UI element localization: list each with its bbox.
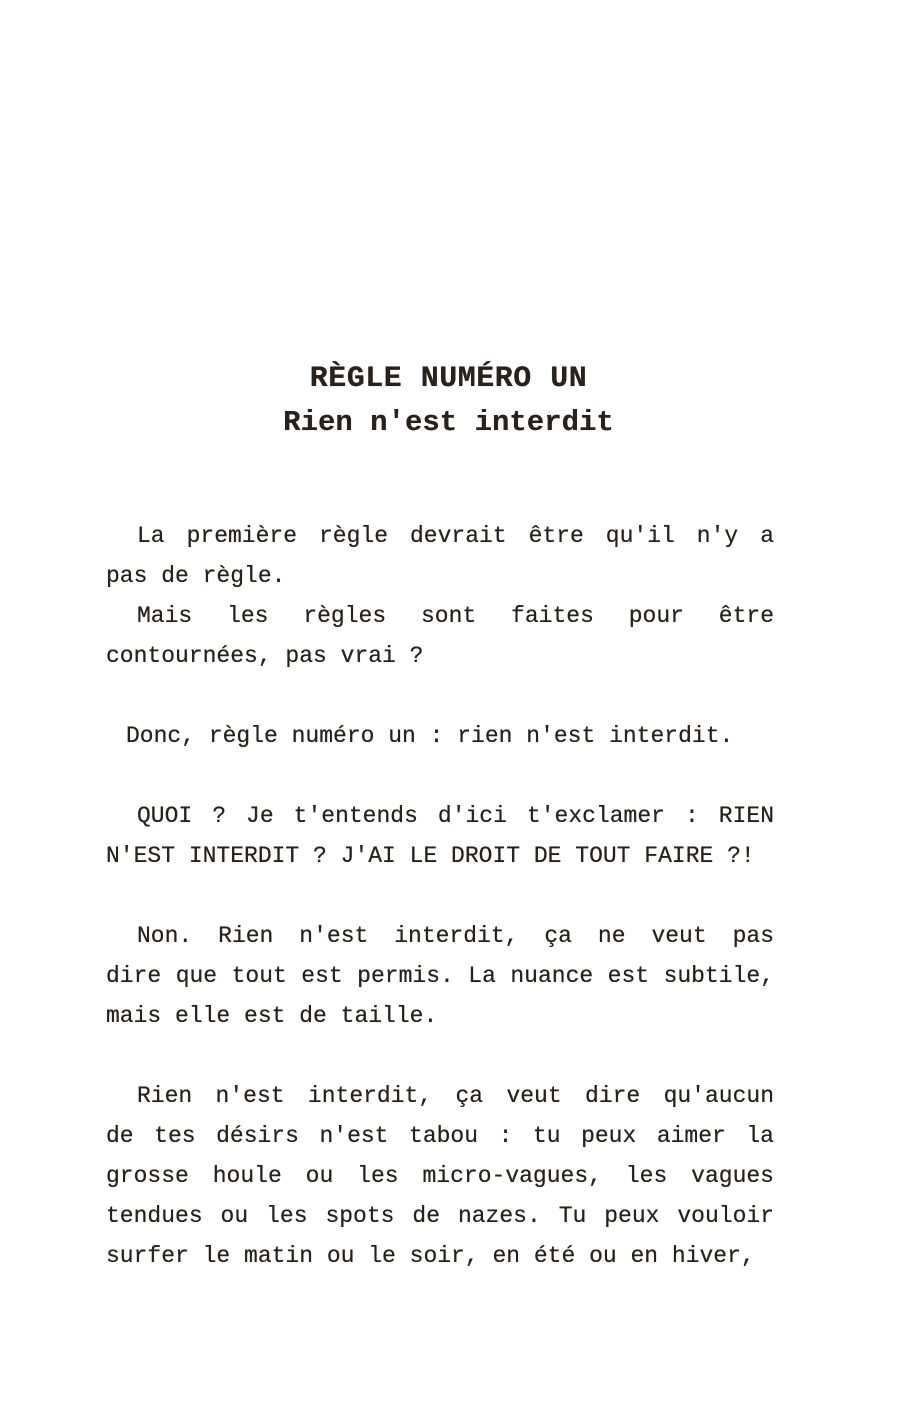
chapter-subtitle: Rien n'est interdit [283,406,614,439]
paragraph [106,796,774,876]
paragraph [106,716,774,756]
paragraph [106,516,774,596]
paragraph [106,1076,774,1276]
text-line: tendues ou les spots de nazes. Tu peux vouloir [106,1203,774,1229]
chapter-title: RÈGLE NUMÉRO UN [309,362,588,396]
paragraph [106,596,774,676]
text-line: Donc, règle numéro un : rien n'est interdit. [126,723,734,749]
text-line: Mais les règles sont faites pour être [137,603,774,629]
text-line: dire que tout est permis. La nuance est subtile, [106,963,774,989]
text-line: mais elle est de taille. [106,1003,438,1029]
text-line: N'EST INTERDIT ? J'AI LE DROIT DE TOUT FAIRE ?! [106,843,755,869]
text-line: contournées, pas vrai ? [106,643,424,669]
text-line: surfer le matin ou le soir, en été ou en hiver, [106,1243,755,1269]
body-text [106,516,774,1276]
text-line: pas de règle. [106,563,286,589]
text-line: de tes désirs n'est tabou : tu peux aimer la [106,1123,774,1149]
text-line: Non. Rien n'est interdit, ça ne veut pas [137,923,774,949]
chapter-heading [0,357,897,445]
paragraph [106,916,774,1036]
text-line: QUOI ? Je t'entends d'ici t'exclamer : RIEN [137,803,774,829]
text-line: La première règle devrait être qu'il n'y a [137,523,774,549]
text-line: Rien n'est interdit, ça veut dire qu'aucun [137,1083,774,1109]
text-line: grosse houle ou les micro-vagues, les vagues [106,1163,774,1189]
